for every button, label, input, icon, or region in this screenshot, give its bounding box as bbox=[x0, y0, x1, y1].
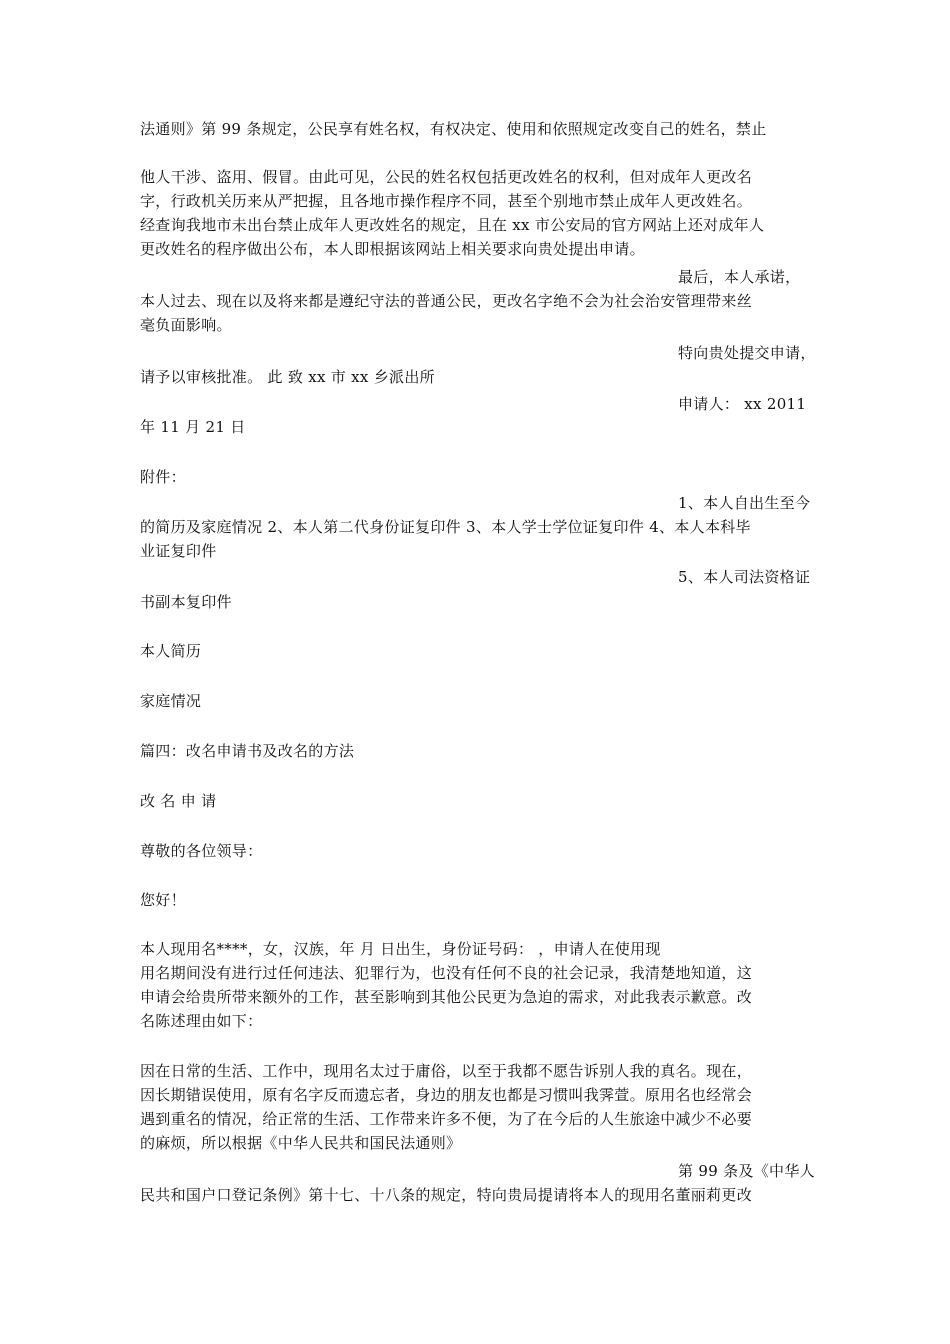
body-text-line: 更改姓名的程序做出公布，本人即根据该网站上相关要求向贵处提出申请。 bbox=[140, 240, 645, 258]
body-text-line: 毫负面影响。 bbox=[140, 316, 232, 334]
body-text-line: 用名期间没有进行过任何违法、犯罪行为，也没有任何不良的社会记录，我清楚地知道，这 bbox=[140, 964, 753, 982]
signature-line: 申请人： xx 2011 bbox=[678, 395, 807, 413]
body-text-line: 字，行政机关历来从严把握，且各地市操作程序不同，甚至个别地市禁止成年人更改姓名。 bbox=[140, 192, 753, 210]
body-text-line: 的麻烦，所以根据《中华人民共和国民法通则》 bbox=[140, 1134, 462, 1152]
body-text-line: 第 99 条及《中华人 bbox=[678, 1162, 815, 1180]
body-text-line: 特向贵处提交申请， bbox=[678, 344, 816, 362]
body-text-line: 业证复印件 bbox=[140, 542, 217, 560]
body-text-line: 遇到重名的情况，给正常的生活、工作带来许多不便，为了在今后的人生旅途中减少不必要 bbox=[140, 1110, 753, 1128]
body-text-line: 本人过去、现在以及将来都是遵纪守法的普通公民，更改名字绝不会为社会治安管理带来丝 bbox=[140, 292, 753, 310]
salutation: 尊敬的各位领导： bbox=[140, 842, 263, 860]
body-text-line: 5、本人司法资格证 bbox=[678, 568, 811, 586]
section-label: 本人简历 bbox=[140, 642, 202, 660]
body-text-line: 名陈述理由如下： bbox=[140, 1012, 263, 1030]
body-text-line: 因在日常的生活、工作中，现用名太过于庸俗，以至于我都不愿告诉别人我的真名。现在， bbox=[140, 1062, 753, 1080]
date-line: 年 11 月 21 日 bbox=[140, 418, 246, 436]
body-text-line: 经查询我地市未出台禁止成年人更改姓名的规定，且在 xx 市公安局的官方网站上还对成年人 bbox=[140, 216, 765, 234]
body-text-line: 最后，本人承诺， bbox=[678, 268, 801, 286]
body-text-line: 他人干涉、盗用、假冒。由此可见，公民的姓名权包括更改姓名的权利，但对成年人更改名 bbox=[140, 168, 753, 186]
body-text-line: 法通则》第 99 条规定，公民享有姓名权，有权决定、使用和依照规定改变自己的姓名，禁止 bbox=[140, 120, 767, 138]
application-title: 改 名 申 请 bbox=[140, 792, 217, 810]
body-text-line: 1、本人自出生至今 bbox=[678, 494, 811, 512]
body-text-line: 的简历及家庭情况 2、本人第二代身份证复印件 3、本人学士学位证复印件 4、本人本科毕 bbox=[140, 518, 751, 536]
body-text-line: 申请会给贵所带来额外的工作，甚至影响到其他公民更为急迫的需求，对此我表示歉意。改 bbox=[140, 988, 753, 1006]
section-heading: 篇四：改名申请书及改名的方法 bbox=[140, 742, 355, 760]
attachments-heading: 附件： bbox=[140, 468, 186, 486]
body-text-line: 请予以审核批准。 此 致 xx 市 xx 乡派出所 bbox=[140, 368, 435, 386]
body-text-line: 民共和国户口登记条例》第十七、十八条的规定，特向贵局提请将本人的现用名董丽莉更改 bbox=[140, 1186, 753, 1204]
body-text-line: 书副本复印件 bbox=[140, 593, 232, 611]
section-label: 家庭情况 bbox=[140, 692, 202, 710]
body-text-line: 因长期错误使用，原有名字反而遗忘者，身边的朋友也都是习惯叫我霁萱。原用名也经常会 bbox=[140, 1086, 753, 1104]
body-text-line: 本人现用名****，女，汉族，年 月 日出生，身份证号码： ，申请人在使用现 bbox=[140, 940, 661, 958]
greeting: 您好！ bbox=[140, 891, 186, 909]
